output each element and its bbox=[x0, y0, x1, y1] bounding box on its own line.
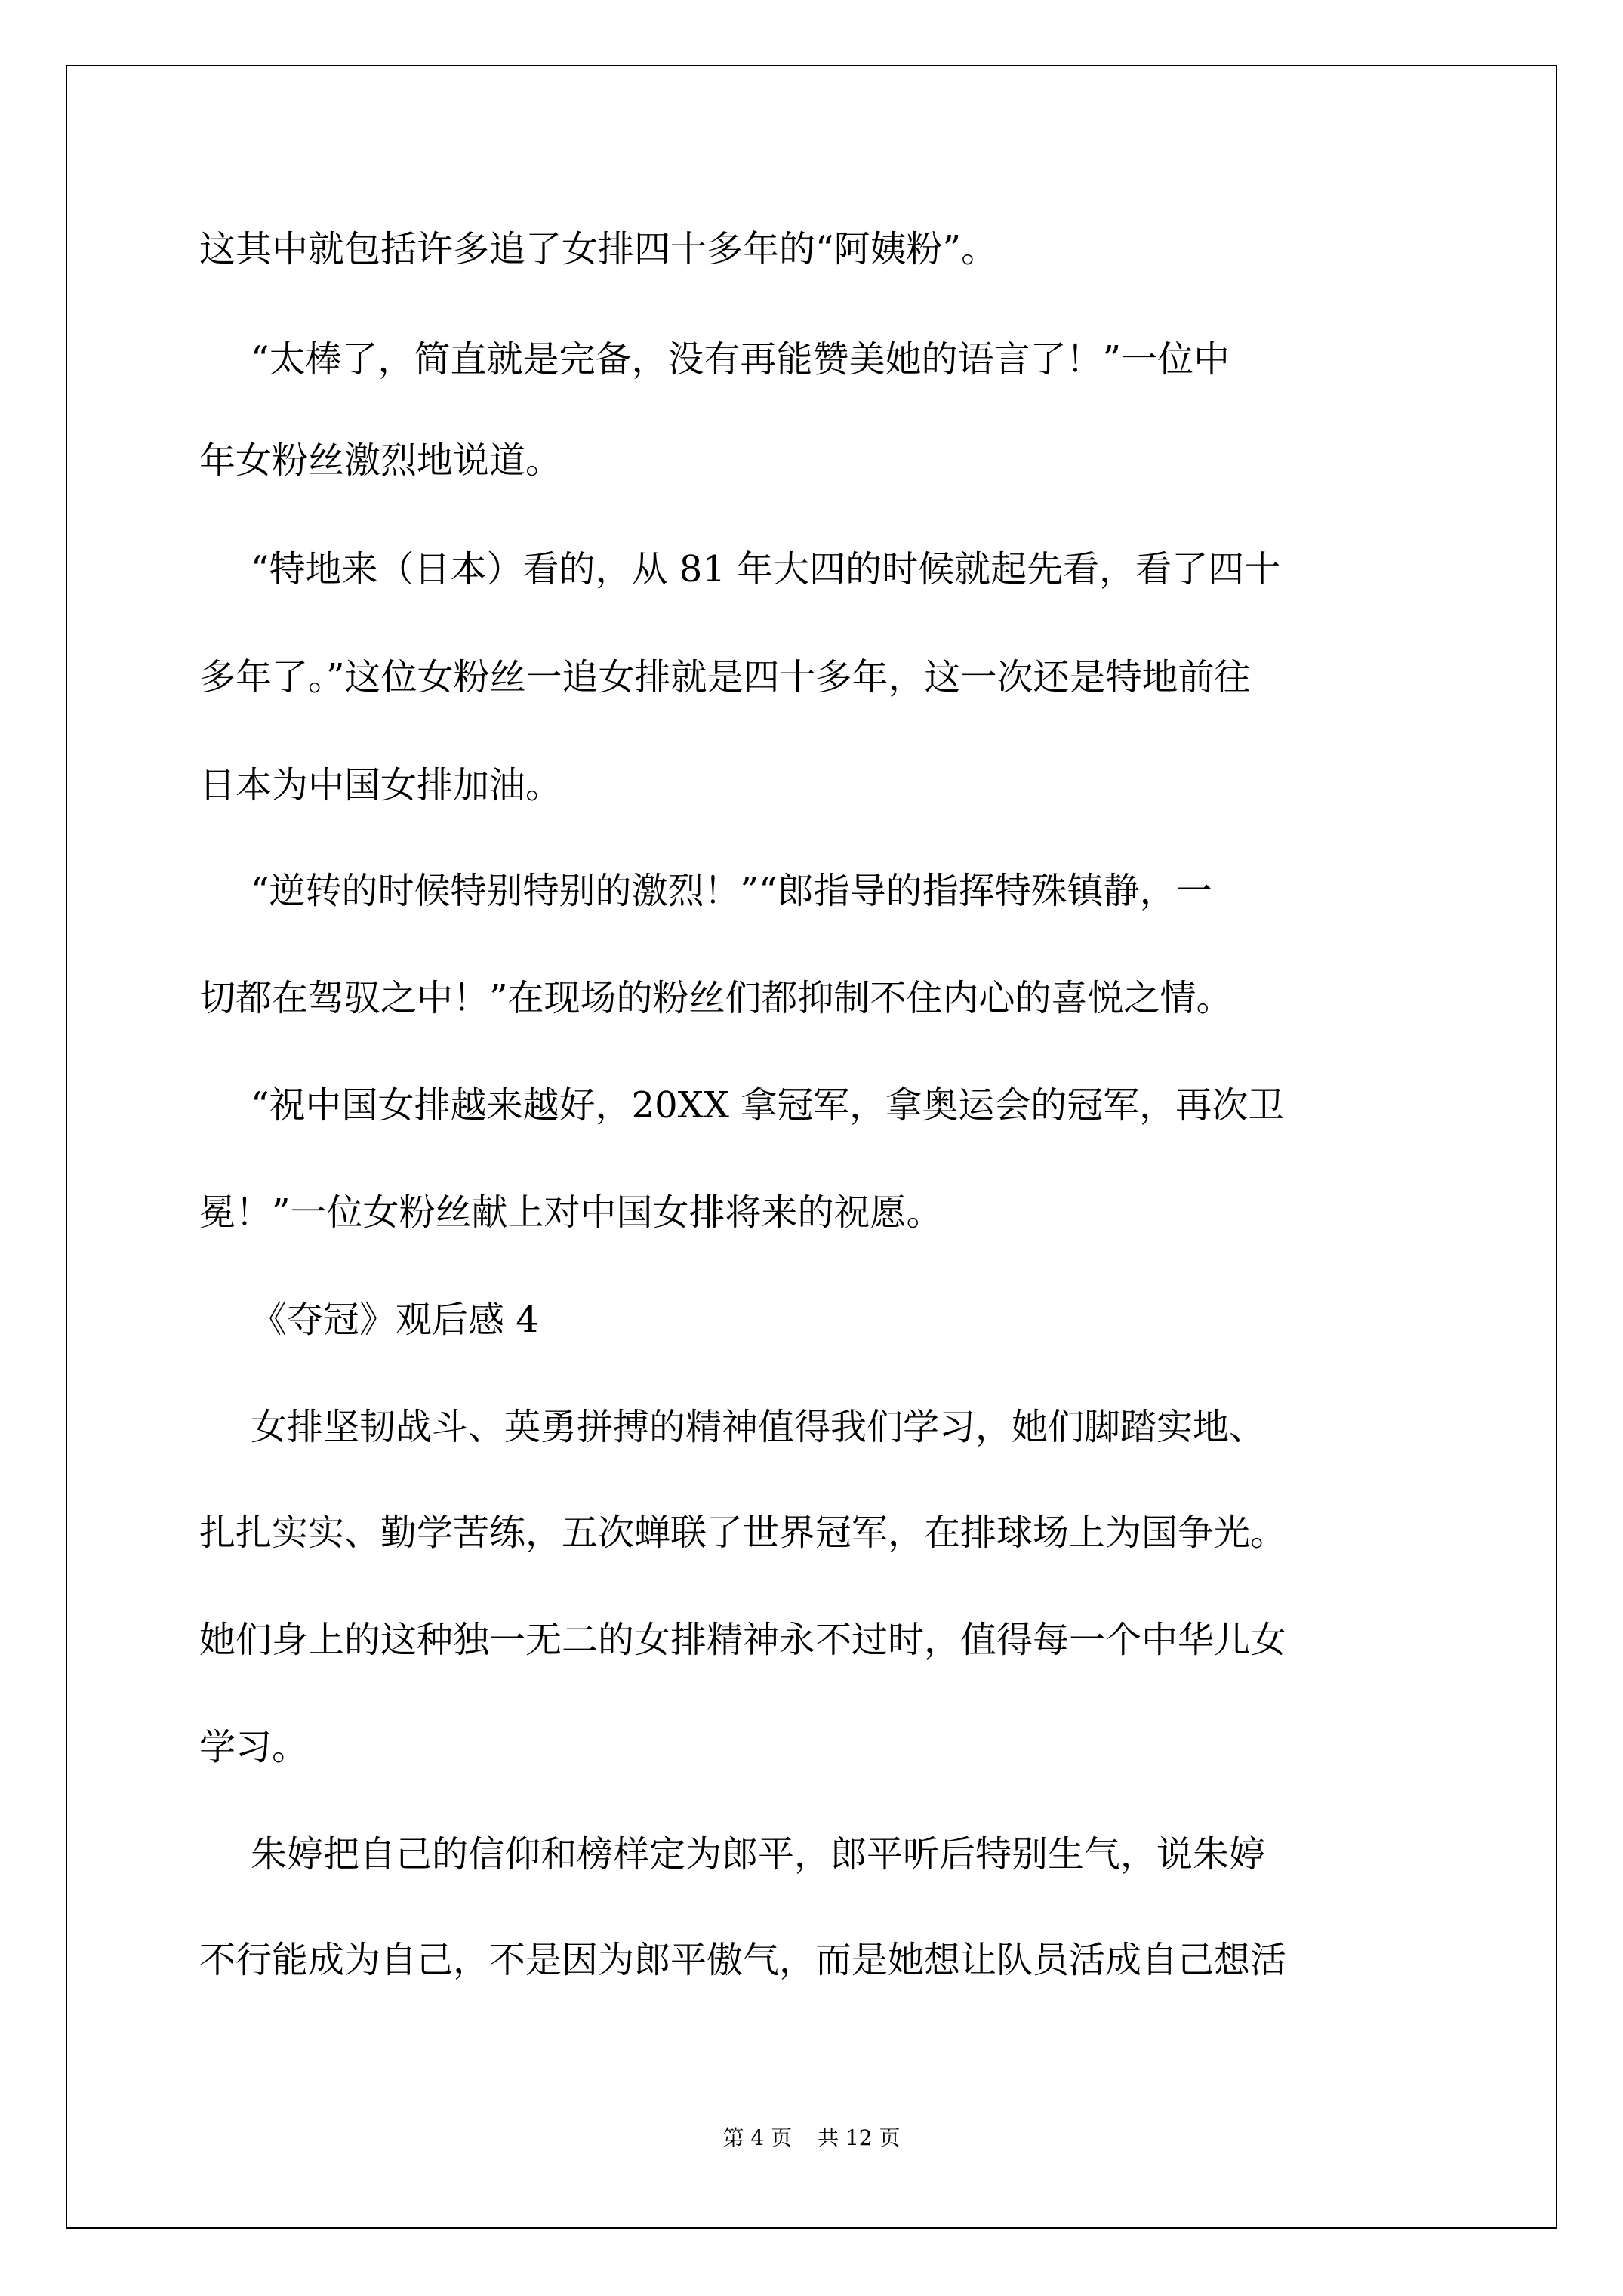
text-line: 她们身上的这种独一无二的女排精神永不过时，值得每一个中华儿女 bbox=[199, 1619, 1287, 1661]
text-line: 冕！”一位女粉丝献上对中国女排将来的祝愿。 bbox=[199, 1191, 943, 1234]
page-footer bbox=[0, 2125, 1623, 2150]
page-number: 第 4 页 bbox=[722, 2125, 793, 2150]
text-line: 扎扎实实、勤学苦练，五次蝉联了世界冠军，在排球场上为国争光。 bbox=[199, 1512, 1287, 1554]
text-line: 年女粉丝激烈地说道。 bbox=[199, 439, 562, 482]
text-line: “特地来（日本）看的，从 81 年大四的时候就起先看，看了四十 bbox=[251, 548, 1281, 590]
text-line: 这其中就包括许多追了女排四十多年的“阿姨粉”。 bbox=[199, 228, 998, 270]
text-line: 多年了。”这位女粉丝一追女排就是四十多年，这一次还是特地前往 bbox=[199, 656, 1251, 698]
text-line: 女排坚韧战斗、英勇拼搏的精神值得我们学习，她们脚踏实地、 bbox=[251, 1406, 1266, 1448]
text-line: 朱婷把自己的信仰和榜样定为郎平，郎平听后特别生气，说朱婷 bbox=[251, 1833, 1266, 1875]
text-line: “太棒了，简直就是完备，没有再能赞美她的语言了！”一位中 bbox=[251, 338, 1230, 381]
text-line: 学习。 bbox=[199, 1726, 309, 1768]
section-heading: 《夺冠》观后感 4 bbox=[251, 1299, 539, 1341]
page-frame bbox=[66, 65, 1557, 2229]
text-line: “逆转的时候特别特别的激烈！”“郎指导的指挥特殊镇静，一 bbox=[251, 870, 1212, 912]
text-line: 切都在驾驭之中！”在现场的粉丝们都抑制不住内心的喜悦之情。 bbox=[199, 977, 1233, 1019]
text-line: 日本为中国女排加油。 bbox=[199, 764, 562, 806]
text-line: 不行能成为自己，不是因为郎平傲气，而是她想让队员活成自己想活 bbox=[199, 1939, 1287, 1981]
text-line: “祝中国女排越来越好，20XX 拿冠军，拿奥运会的冠军，再次卫 bbox=[251, 1084, 1285, 1126]
page-total: 共 12 页 bbox=[818, 2125, 901, 2150]
